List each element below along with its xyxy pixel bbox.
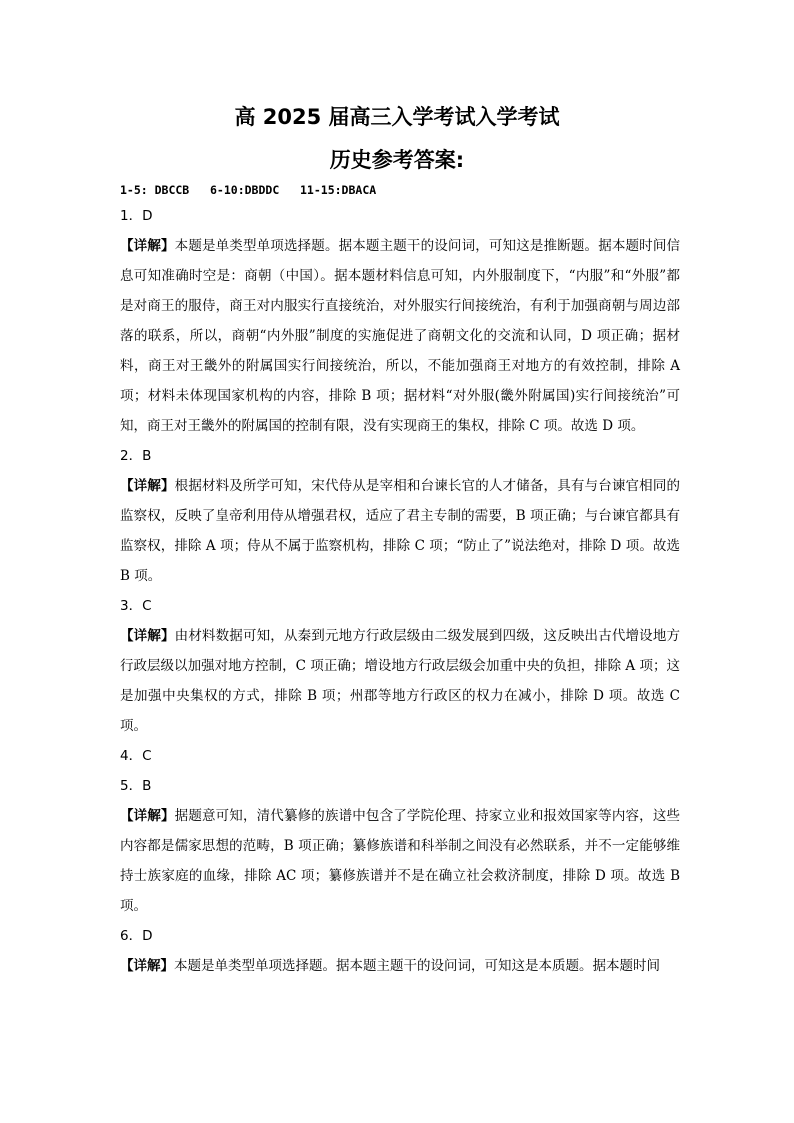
detail-tag: 【详解】 <box>120 478 175 494</box>
detail-tag: 【详解】 <box>120 238 175 254</box>
document-subtitle: 历史参考答案: <box>329 148 465 172</box>
answer-explanations <box>120 201 680 981</box>
question-number-4: 4．C <box>120 748 152 764</box>
explanation-text: 本题是单类型单项选择题。据本题主题干的设问词，可知这是本质题。据本题时间 <box>174 958 660 974</box>
question-number-1: 1．D <box>120 208 153 224</box>
question-explanation-5 <box>120 801 680 921</box>
question-number-3: 3．C <box>120 598 152 614</box>
explanation-text: 由材料数据可知，从秦到元地方行政层级由二级发展到四级，这反映出古代增设地方行政层级以加强对地方控制，C 项正确；增设地方行政层级会加重中央的负担，排除 A 项；这是加强中央集权的方式，排除 B 项；州郡等地方行政区的权力在减小，排除 D 项。故选 C 项。 <box>120 628 681 734</box>
explanation-text: 据题意可知，清代纂修的族谱中包含了学院伦理、持家立业和报效国家等内容，这些内容都是儒家思想的范畴，B 项正确；纂修族谱和科举制之间没有必然联系，并不一定能够维持士族家庭的血缘，排除 AC 项；纂修族谱并不是在确立社会救济制度，排除 D 项。故选 B 项。 <box>120 808 681 914</box>
question-explanation-1 <box>120 231 680 441</box>
question-explanation-3 <box>120 621 680 741</box>
explanation-text: 根据材料及所学可知，宋代侍从是宰相和台谏长官的人才储备，具有与台谏官相同的监察权，反映了皇帝利用侍从增强君权，适应了君主专制的需要，B 项正确；与台谏官都具有监察权，排除 A 项；侍从不属于监察机构，排除 C 项；“防止了”说法绝对，排除 D 项。故选 B 项。 <box>120 478 681 584</box>
detail-tag: 【详解】 <box>120 808 175 824</box>
question-number-6: 6．D <box>120 928 153 944</box>
detail-tag: 【详解】 <box>120 958 174 974</box>
question-number-5: 5．B <box>120 778 152 794</box>
question-explanation-2 <box>120 471 680 591</box>
explanation-text: 本题是单类型单项选择题。据本题主题干的设问词，可知这是推断题。据本题时间信息可知准确时空是：商朝（中国）。据本题材料信息可知，内外服制度下，“内服”和“外服”都是对商王的服侍，商王对内服实行直接统治，对外服实行间接统治，有利于加强商朝与周边部落的联系，所以，商朝“内外服”制度的实施促进了商朝文化的交流和认同，D 项正确；据材料，商王对王畿外的附属国实行间接统治，所以，不能加强商王对地方的有效控制，排除 A 项；材料未体现国家机构的内容，排除 B 项；据材料“对外服(畿外附属国)实行间接统治”可知，商王对王畿外的附属国的控制有限，没有实现商王的集权，排除 C 项。故选 D 项。 <box>120 238 681 434</box>
question-explanation-6 <box>120 951 680 981</box>
question-number-2: 2．B <box>120 448 152 464</box>
detail-tag: 【详解】 <box>120 628 175 644</box>
answer-key: 1-5: DBCCB 6-10:DBDDC 11-15:DBACA <box>120 183 377 197</box>
document-title: 高 2025 届高三入学考试入学考试 <box>234 105 560 129</box>
